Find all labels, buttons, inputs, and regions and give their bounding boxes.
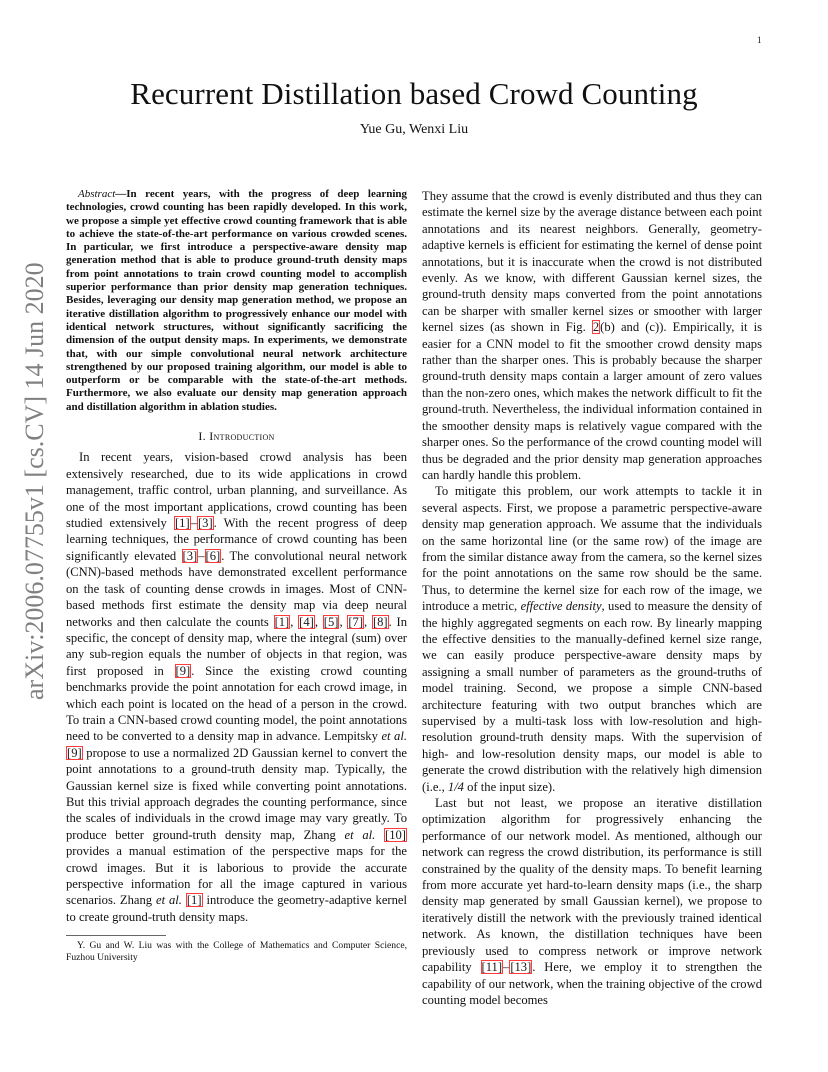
text-run: . The convolutional neural network (CNN)-based methods have demonstrated excellent performance on the task of counting dense crowds in images. Most of CNN-based methods first estimate the density map via deep neural networks and then calculate the counts (66, 548, 407, 629)
section-heading-introduction (66, 428, 407, 444)
text-run: . With the recent progress of deep learning techniques, the performance of crowd counting has been significantly elevated (66, 516, 407, 563)
intro-paragraph-4: Last but not least, we propose an iterative distillation optimization algorithm for progressively enhancing the performance of our network model. As mentioned, although our network can regress the crowd distribution, its performance is still constrained by the quality of the density maps. To benefit learning from more accurate yet hard-to-learn density maps (i.e., the sharp density map generated by small Gaussian kernel), we propose to iteratively distill the network with the previously trained identical network. As known, the distillation techniques have been previously used to compress network or improve network capability [11]–[13]. Here, we employ it to strengthen the capability of our network, when the training objective of the crowd counting model becomes (422, 796, 762, 1007)
math-inline: 1/4 (447, 779, 464, 794)
text-run: , used to measure the density of the highly aggregated segments on each row. By linearly mapping the effective densities to the manually-defined kernel size range, we can easily produce perspective-aware density maps by assigning a small number of parameters as the ground-truths of model training. Second, we propose a simple CNN-based architecture featuring with two output branches which are supervised by a multi-task loss with low-resolution and high-resolution ground-truth density maps. With the supervision of high- and low-resolution density maps, our model is able to generate the crowd distribution with the relatively high dimension (i.e., (422, 599, 762, 794)
citation-link[interactable] (186, 893, 203, 907)
citation[interactable]: [1] (274, 614, 290, 629)
citation[interactable]: [7] (348, 614, 364, 629)
citation-link[interactable] (66, 746, 83, 760)
citation-link[interactable] (481, 960, 504, 974)
citation-link[interactable] (509, 960, 532, 974)
text-run: . Here, we employ it to strengthen the capability of our network, when the training objective of the crowd counting model becomes (422, 960, 762, 1007)
intro-paragraph-3 (422, 483, 762, 795)
text-run: propose to use a normalized 2D Gaussian kernel to convert the point annotations to a ground-truth density map. Typically, the Gaussian kernel size is fixed while converting point annotations. But this trivial approach degrades the counting performance, since the scales of individuals in the crowd image may vary greatly. To produce better ground-truth density map, Zhang (66, 745, 407, 842)
text-run: In recent years, vision-based crowd analysis has been extensively researched, due to its wide applications in crowd management, traffic control, urban planning, and surveillance. As one of the most important applications, crowd counting has been studied extensively (66, 450, 407, 531)
paper-title: Recurrent Distillation based Crowd Counting (130, 76, 698, 111)
text-run: provides a manual estimation of the perspective maps for the crowd images. But it is laborious to provide the accurate perspective information for all the image captured in various scenarios. Zhang (66, 844, 407, 908)
text-run: Last but not least, we propose an iterative distillation optimization algorithm for progressively enhancing the performance of our network model. As mentioned, although our network can regress the crowd distribution, its performance is still constrained by the quality of the density maps. To benefit learning from more accurate yet hard-to-learn density maps (i.e., the sharp density map generated by small Gaussian kernel), we propose to iteratively distill the network with the previously trained identical network. As known, the distillation techniques have been previously used to compress network or improve network capability (422, 796, 762, 975)
figure-ref[interactable]: 2 (592, 320, 600, 335)
et-al: et al. (381, 729, 407, 744)
citation[interactable]: [3] (182, 548, 198, 563)
citation[interactable]: [9] (175, 663, 191, 678)
text-run: To mitigate this problem, our work attempts to tackle it in several aspects. First, we propose a parametric perspective-aware density map generation approach. We assume that the individuals on the same horizontal line (or the same row) of the image are from the similar distance away from the camera, so the kernel sizes for the point annotations on the same row should be the same. Thus, to determine the kernel size for each row of the image, we introduce a metric, (422, 484, 762, 614)
citation-link[interactable] (274, 615, 291, 629)
emphasis: effective density (520, 599, 602, 614)
footnote-rule (66, 935, 166, 936)
right-column (422, 188, 762, 1008)
page-number: 1 (757, 35, 762, 45)
citation[interactable]: [13] (510, 960, 532, 975)
citation-link[interactable] (197, 516, 214, 530)
citation-link[interactable] (298, 615, 315, 629)
citation-link[interactable] (384, 828, 407, 842)
figure-link[interactable] (592, 320, 600, 334)
intro-paragraph-2 (422, 188, 762, 483)
section-numeral: I. (198, 429, 206, 444)
et-al: et al. (156, 893, 182, 908)
abstract-label: Abstract (78, 188, 116, 200)
citation-link[interactable] (175, 664, 192, 678)
citation-link[interactable] (205, 549, 222, 563)
text-run: of the input size). (463, 779, 556, 794)
citation[interactable]: [4] (299, 614, 314, 629)
text-run: . Since the existing crowd counting benchmarks provide the point annotation for each crowd image, in which each point is located on the head of a person in the crowd. To train a CNN-based crowd counting model, the point annotations need to be converted to a density map in advance. Lempitsky (66, 663, 407, 744)
citation-link[interactable] (182, 549, 199, 563)
citation[interactable]: [11] (481, 960, 503, 975)
arxiv-identifier: arXiv:2006.07755v1 [cs.CV] 14 Jun 2020 (20, 262, 49, 700)
footnote: Y. Gu and W. Liu was with the College of Mathematics and Computer Science, Fuzhou University (66, 940, 407, 964)
abstract (66, 188, 407, 414)
citation-link[interactable] (174, 516, 191, 530)
citation-link[interactable] (372, 615, 389, 629)
text-run: They assume that the crowd is evenly distributed and thus they can estimate the kernel size by the average distance between each point annotations and its nearest neighbors. Generally, geometry-adaptive kernels is efficient for estimating the kernel of dense point annotations, but it is inaccurate when the crowd is not distributed evenly. As we know, with different Gaussian kernel sizes, the ground-truth density maps converted from the point annotations can be sharper with smaller kernel sizes or smoother with larger kernel sizes (as shown in Fig. (422, 189, 762, 335)
citation[interactable]: [6] (205, 548, 221, 563)
citation[interactable]: [1] (186, 893, 202, 908)
citation[interactable]: [3] (197, 516, 213, 531)
citation[interactable]: [9] (67, 745, 82, 760)
left-column (66, 188, 407, 964)
et-al: et al. (344, 827, 376, 842)
text-run: introduce the geometry-adaptive kernel to create ground-truth density maps. (66, 893, 407, 924)
text-run: (b) and (c)). Empirically, it is easier for a CNN model to fit the smoother crowd density maps rather than the sharper ones. This is probably because the sharper ground-truth density maps contain a larger amount of zero values than the non-zero ones, which makes the network difficult to fit the ground-truth. Nevertheless, the individual information contained in the smoother density maps is relatively vague compared with the sharper ones. So the performance of the crowd counting model will thus be degraded and the prior density map generation approaches can hardly handle this problem. (422, 320, 763, 482)
citation[interactable]: [8] (372, 614, 388, 629)
text-run: . In specific, the concept of density map, where the integral (sum) over any sub-region equals the number of objects in that region, was first proposed in (66, 614, 408, 678)
citation[interactable]: [5] (323, 614, 339, 629)
section-title: Introduction (209, 429, 275, 444)
citation[interactable]: [10] (385, 827, 406, 842)
intro-paragraph-1: In recent years, vision-based crowd analysis has been extensively researched, due to its wide applications in crowd management, traffic control, urban planning, and surveillance. As one of the most important applications, crowd counting has been studied extensively [1]–[3]. With the recent progress of deep learning techniques, the performance of crowd counting has been significantly elevated [3]–[6]. The convolutional neural network (CNN)-based methods have demonstrated excellent performance on the task of counting dense crowds in images. Most of CNN-based methods first estimate the density map via deep neural networks and then calculate the counts [1], [4], [5], [7], [8]. In specific, the concept of density map, where the integral (sum) over any sub-region equals the number of objects in that region, was first proposed in [9]. Since the existing crowd counting benchmarks provide the point annotation for each crowd image, in which each point is located on the head of a person in the crowd. To train a CNN-based crowd counting model, the point annotations need to be converted to a density map in advance. Lempitsky et al. [9] propose to use a normalized 2D Gaussian kernel to convert the point annotations to a ground-truth density map. Typically, the Gaussian kernel size is fixed while converting point annotations. But this trivial approach degrades the counting performance, since the scales of individuals in the crowd image may vary greatly. To produce better ground-truth density map, Zhang et al. [10] provides a manual estimation of the perspective maps for the crowd images. But it is laborious to provide the accurate perspective information for all the image captured in various scenarios. Zhang et al. [1] introduce the geometry-adaptive kernel to create ground-truth density maps. (66, 450, 408, 924)
paper-authors: Yue Gu, Wenxi Liu (359, 122, 469, 137)
citation-link[interactable] (323, 615, 340, 629)
abstract-text: —In recent years, with the progress of deep learning technologies, crowd counting has been rapidly developed. In this work, we propose a simple yet effective crowd counting framework that is able to achieve the state-of-the-art performance on various crowded scenes. In particular, we first introduce a perspective-aware density map generation method that is able to produce ground-truth density maps from point annotations to train crowd counting model to accomplish superior performance than prior density map generation techniques. Besides, leveraging our density map generation method, we propose an iterative distillation algorithm to progressively enhance our model with identical network structures, without significantly sacrificing the dimension of the output density maps. In experiments, we demonstrate that, with our simple convolutional neural network architecture strengthened by our proposed training algorithm, our model is able to outperform or be comparable with the state-of-the-art methods. Furthermore, we also evaluate our density map generation approach and distillation algorithm in ablation studies. (66, 188, 407, 413)
citation-link[interactable] (347, 615, 364, 629)
citation[interactable]: [1] (174, 516, 190, 531)
